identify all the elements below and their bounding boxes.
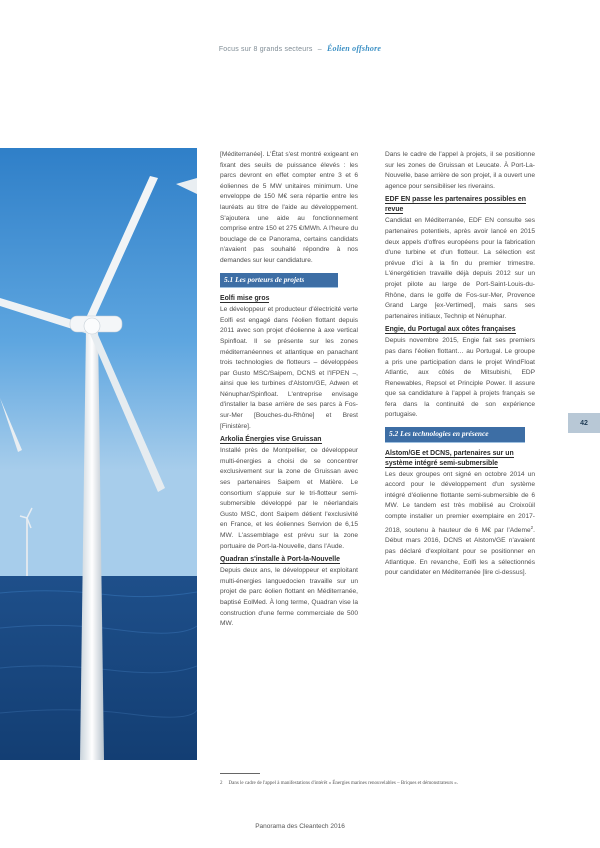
subhead-quadran-text: Quadran s'installe à Port-la-Nouvelle <box>220 556 340 564</box>
paragraph-edf: Candidat en Méditerranée, EDF EN consulte ses partenaires potentiels, après avoir lancé en 2015 deux appels d'offres européens pour la fabrication d'une turbine et d'un flotteur. La sélection est prévue d'ici à la fin du premier trimestre. L'énergéticien travaille déjà depuis 2012 sur un projet pilote au large de Port-Saint-Louis-du-Rhône, dans le golfe de Fos-sur-Mer, Provence Grand Large [ex-Vertimed], mais sans ses partenaires initiaux, Technip et Nénuphar. <box>385 217 535 320</box>
paragraph-intro: [Méditerranée]. L'État s'est montré exigeant en fixant des seuils de puissance élevés : les parcs devront en effet compter entre 3 et 6 éoliennes de 5 MW unitaires minimum. Une enveloppe de 150 M€ sera répartie entre les lauréats au titre de l'aide au développement. S'ajoutera une aide au fonctionnement comprise entre 150 et 275 €/MWh. A l'heure du bouclage de ce Panorama, certains candidats n'avaient pas souhaité répondre à nos demandes sur leur candidature. <box>220 151 358 264</box>
section-banner-porteurs: 5.1 Les porteurs de projets <box>220 273 338 289</box>
header-separator: – <box>317 46 322 53</box>
section-banner-technologies: 5.2 Les technologies en présence <box>385 427 525 443</box>
paragraph-alstom-a: Les deux groupes ont signé en octobre 2014 un accord pour le développement d'un système intégré d'éolienne flottante semi-submersible de 6 MW. Le tandem est très mobilisé au Croixoüil compte installer un premier exemplaire en 2017-2018, soutenu à hauteur de 6 M€ par l'Ademe <box>385 470 535 534</box>
paragraph-arkolia: Installé près de Montpellier, ce développeur multi-énergies a choisi de se concentrer exclusivement sur la zone de Gruissan avec ses partenaires Saipem et Matière. Le consortium s'appuie sur le tri-flotteur semi-submersible développé par le néerlandais Gusto MSC, dont Saipem détient l'exclusivité en France, et les éoliennes Senvion de 6,15 MW. L'assemblage est prévu sur la zone portuaire de Port-la-Nouvelle, dans l'Aude. <box>220 447 358 550</box>
subhead-engie-text: Engie, du Portugal aux côtes françaises <box>385 326 516 334</box>
subhead-arkolia-text: Arkolia Énergies vise Gruissan <box>220 436 322 444</box>
footnote <box>220 781 540 786</box>
subhead-quadran <box>220 555 358 565</box>
header-prefix: Focus sur 8 grands secteurs <box>218 46 313 53</box>
subhead-alstom <box>385 449 535 469</box>
subhead-edf-text: EDF EN passe les partenaires possibles en revue <box>385 196 526 214</box>
subhead-alstom-text: Alstom/GE et DCNS, partenaires sur un système intégré semi-submersible <box>385 449 514 467</box>
paragraph-quadran-cont: Dans le cadre de l'appel à projets, il se positionne sur les zones de Gruissan et Leucate. À Port-La-Nouvelle, base arrière de son projet, il a ouvert une agence pour sensibiliser les riverains. <box>385 151 535 190</box>
paragraph-eolfi: Le développeur et producteur d'électricité verte Eolfi est engagé dans l'éolien flottant depuis 2011 avec son projet d'éolienne à axe vertical Spinfloat. Il se présente sur les zones méditerranéennes et atlantique en panachant trois technologies de flotteurs – développées par Gusto MSC/Saipem, DCNS et l'IFPEN –, ainsi que les turbines d'Alstom/GE, Adwen et Nénuphar/Spinfloat. L'entreprise envisage d'installer la base arrière de ses parcs à Fos-sur-Mer [Bouches-du-Rhône] et Brest [Finistère]. <box>220 306 358 430</box>
paragraph-quadran: Depuis deux ans, le développeur et exploitant multi-énergies languedocien travaille sur un projet de parc éolien flottant en Méditerranée, baptisé EolMed. À long terme, Quadran vise la construction d'une ferme commerciale de 500 MW. <box>220 567 358 628</box>
footnote-number: 2 <box>220 781 223 786</box>
text-column-left <box>220 150 358 630</box>
header-section-title: Éolien offshore <box>326 44 382 53</box>
subhead-eolfi <box>220 294 358 304</box>
paragraph-alstom-b: . Début mars 2016, DCNS et Alstom/GE n'avaient pas déclaré d'exploitant pour se positionner en Atlantique. En revanche, Eolfi les a sélectionnés pour candidater en Méditerranée [lire ci-dessus]. <box>385 526 535 577</box>
paragraph-engie: Depuis novembre 2015, Engie fait ses premiers pas dans l'éolien flottant… au Portugal. Le groupe a pris une participation dans le projet WindFloat Atlantic, aux côtés de Mitsubishi, EDP Renewables, Repsol et Principle Power. Il assure que sa candidature à l'appel à projets français se fera dans la continuité de son expérience portugaise. <box>385 337 535 419</box>
page-footer: Panorama des Cleantech 2016 <box>255 823 345 830</box>
subhead-eolfi-text: Eolfi mise gros <box>220 295 270 303</box>
page-number-tab: 42 <box>568 413 600 433</box>
running-header <box>0 44 600 53</box>
paragraph-alstom <box>385 470 535 579</box>
text-column-right <box>385 150 535 579</box>
subhead-arkolia <box>220 435 358 445</box>
footnote-text: Dans le cadre de l'appel à manifestations d'intérêt « Énergies marines renouvelables – Briques et démonstrateurs ». <box>228 781 459 786</box>
subhead-edf <box>385 195 535 215</box>
wind-turbine-photo <box>0 148 197 760</box>
subhead-engie <box>385 325 535 335</box>
footnote-divider <box>220 773 260 774</box>
footnote-reference[interactable]: 2 <box>530 524 534 530</box>
